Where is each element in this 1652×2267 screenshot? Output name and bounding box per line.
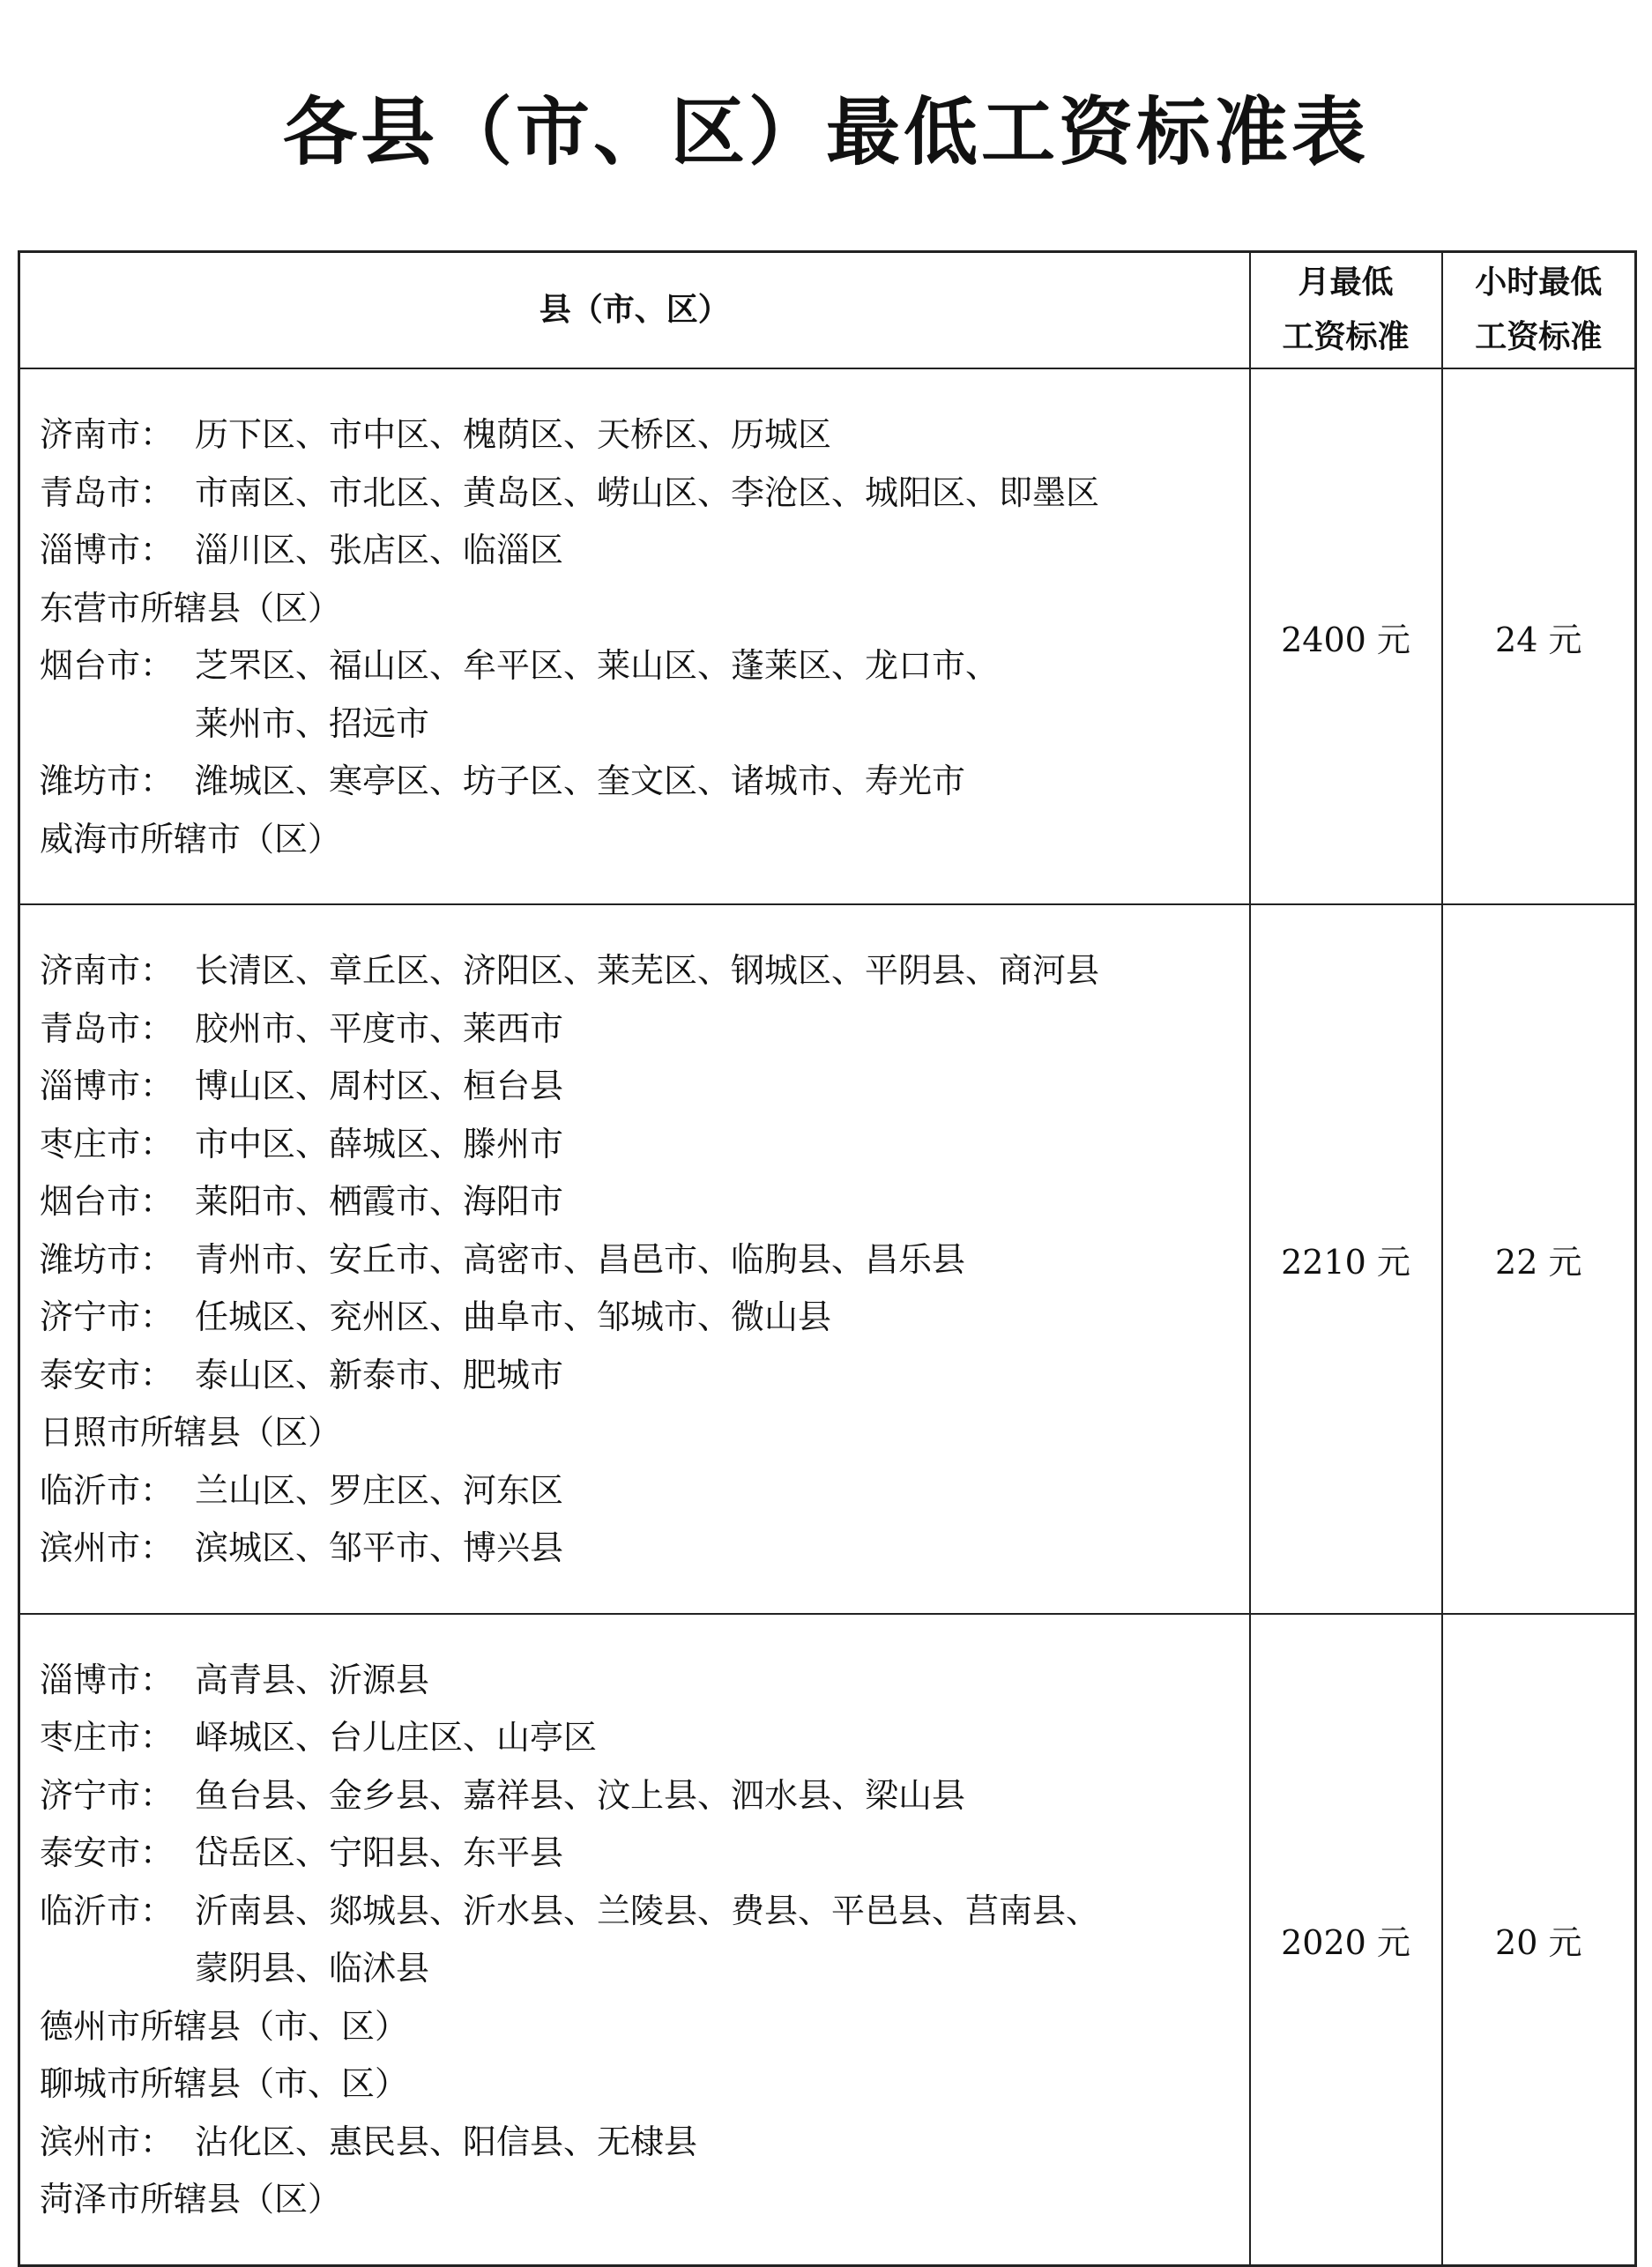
district-list: 胶州市、平度市、莱西市 bbox=[195, 1008, 564, 1048]
region-line bbox=[40, 1173, 1232, 1231]
city-label: 济宁市： bbox=[40, 1775, 175, 1815]
region-line: 威海市所辖市（区） bbox=[40, 819, 342, 858]
district-list: 博山区、周村区、桓台县 bbox=[195, 1067, 564, 1105]
city-label: 枣庄市： bbox=[40, 1124, 175, 1163]
monthly-wage-cell: 2400 元 bbox=[1250, 368, 1442, 904]
header-hourly bbox=[1442, 252, 1636, 369]
monthly-wage-cell: 2210 元 bbox=[1250, 904, 1442, 1614]
region-line: 德州市所辖县（市、区） bbox=[40, 2006, 409, 2046]
header-monthly-line2: 工资标准 bbox=[1282, 319, 1410, 355]
city-label: 烟台市： bbox=[40, 646, 175, 685]
hourly-wage-cell: 22 元 bbox=[1442, 904, 1636, 1614]
district-list: 市中区、薛城区、滕州市 bbox=[195, 1124, 564, 1163]
region-line bbox=[40, 465, 1232, 523]
city-label: 济南市： bbox=[40, 415, 175, 454]
region-line bbox=[40, 637, 1232, 695]
region-line bbox=[40, 1116, 1232, 1174]
city-label: 淄博市： bbox=[40, 1660, 175, 1699]
district-list: 任城区、兖州区、曲阜市、邹城市、微山县 bbox=[195, 1297, 832, 1336]
region-line bbox=[40, 1000, 1232, 1059]
region-line bbox=[40, 1652, 1232, 1710]
region-list-cell bbox=[19, 368, 1250, 904]
city-label: 滨州市： bbox=[40, 1528, 175, 1567]
region-line bbox=[40, 1058, 1232, 1116]
region-line: 莱州市、招远市 bbox=[195, 703, 430, 743]
header-monthly bbox=[1250, 252, 1442, 369]
city-label: 潍坊市： bbox=[40, 1239, 175, 1279]
city-label: 烟台市： bbox=[40, 1182, 175, 1221]
city-label: 泰安市： bbox=[40, 1833, 175, 1872]
region-line bbox=[40, 1520, 1232, 1578]
city-label: 淄博市： bbox=[40, 531, 175, 569]
district-list: 历下区、市中区、槐荫区、天桥区、历城区 bbox=[195, 415, 832, 454]
hourly-wage-cell: 20 元 bbox=[1442, 1614, 1636, 2266]
city-label: 淄博市： bbox=[40, 1067, 175, 1105]
city-label: 济宁市： bbox=[40, 1297, 175, 1336]
header-hourly-line1: 小时最低 bbox=[1475, 264, 1603, 301]
district-list: 芝罘区、福山区、牟平区、莱山区、蓬莱区、龙口市、 bbox=[195, 646, 1000, 685]
region-line bbox=[40, 1709, 1232, 1767]
city-label: 枣庄市： bbox=[40, 1718, 175, 1757]
region-line bbox=[40, 1231, 1232, 1290]
region-line bbox=[40, 1767, 1232, 1825]
city-label: 潍坊市： bbox=[40, 762, 175, 800]
district-list: 青州市、安丘市、高密市、昌邑市、临朐县、昌乐县 bbox=[195, 1239, 966, 1279]
table-row bbox=[19, 904, 1636, 1614]
district-list: 峄城区、台儿庄区、山亭区 bbox=[195, 1718, 598, 1757]
district-list: 沂南县、郯城县、沂水县、兰陵县、费县、平邑县、莒南县、 bbox=[195, 1891, 1100, 1930]
minimum-wage-table bbox=[18, 250, 1637, 2267]
region-line bbox=[40, 1347, 1232, 1405]
header-monthly-line1: 月最低 bbox=[1298, 264, 1394, 301]
district-list: 岱岳区、宁阳县、东平县 bbox=[195, 1833, 564, 1872]
table-header-row bbox=[19, 252, 1636, 369]
district-list: 泰山区、新泰市、肥城市 bbox=[195, 1355, 564, 1394]
region-line: 菏泽市所辖县（区） bbox=[40, 2180, 342, 2219]
city-label: 临沂市： bbox=[40, 1891, 175, 1930]
city-label: 青岛市： bbox=[40, 1008, 175, 1048]
district-list: 市南区、市北区、黄岛区、崂山区、李沧区、城阳区、即墨区 bbox=[195, 472, 1100, 512]
city-label: 泰安市： bbox=[40, 1355, 175, 1394]
region-line: 聊城市所辖县（市、区） bbox=[40, 2064, 409, 2103]
region-line bbox=[40, 1289, 1232, 1347]
district-list: 高青县、沂源县 bbox=[195, 1660, 430, 1699]
region-line bbox=[40, 522, 1232, 580]
region-line: 蒙阴县、临沭县 bbox=[195, 1949, 430, 1988]
hourly-wage-cell: 24 元 bbox=[1442, 368, 1636, 904]
header-region: 县（市、区） bbox=[19, 252, 1250, 369]
page-title: 各县（市、区）最低工资标准表 bbox=[282, 89, 1369, 175]
district-list: 滨城区、邹平市、博兴县 bbox=[195, 1528, 564, 1567]
region-line bbox=[40, 753, 1232, 811]
district-list: 淄川区、张店区、临淄区 bbox=[195, 531, 564, 569]
region-line bbox=[40, 1462, 1232, 1520]
region-list-cell bbox=[19, 904, 1250, 1614]
region-line bbox=[40, 1883, 1232, 1941]
city-label: 临沂市： bbox=[40, 1470, 175, 1510]
city-label: 青岛市： bbox=[40, 472, 175, 512]
region-list-cell bbox=[19, 1614, 1250, 2266]
district-list: 沾化区、惠民县、阳信县、无棣县 bbox=[195, 2122, 698, 2161]
table-row bbox=[19, 1614, 1636, 2266]
district-list: 莱阳市、栖霞市、海阳市 bbox=[195, 1182, 564, 1221]
district-list: 长清区、章丘区、济阳区、莱芜区、钢城区、平阴县、商河县 bbox=[195, 951, 1100, 990]
district-list: 潍城区、寒亭区、坊子区、奎文区、诸城市、寿光市 bbox=[195, 762, 966, 800]
district-list: 兰山区、罗庄区、河东区 bbox=[195, 1470, 564, 1510]
district-list: 鱼台县、金乡县、嘉祥县、汶上县、泗水县、梁山县 bbox=[195, 1775, 966, 1815]
region-line bbox=[40, 406, 1232, 465]
region-line bbox=[40, 942, 1232, 1000]
city-label: 济南市： bbox=[40, 951, 175, 990]
region-line: 东营市所辖县（区） bbox=[40, 588, 342, 628]
header-hourly-line2: 工资标准 bbox=[1475, 319, 1603, 355]
monthly-wage-cell: 2020 元 bbox=[1250, 1614, 1442, 2266]
city-label: 滨州市： bbox=[40, 2122, 175, 2161]
region-line bbox=[40, 1825, 1232, 1883]
region-line bbox=[40, 2114, 1232, 2172]
region-line: 日照市所辖县（区） bbox=[40, 1413, 342, 1452]
table-row bbox=[19, 368, 1636, 904]
